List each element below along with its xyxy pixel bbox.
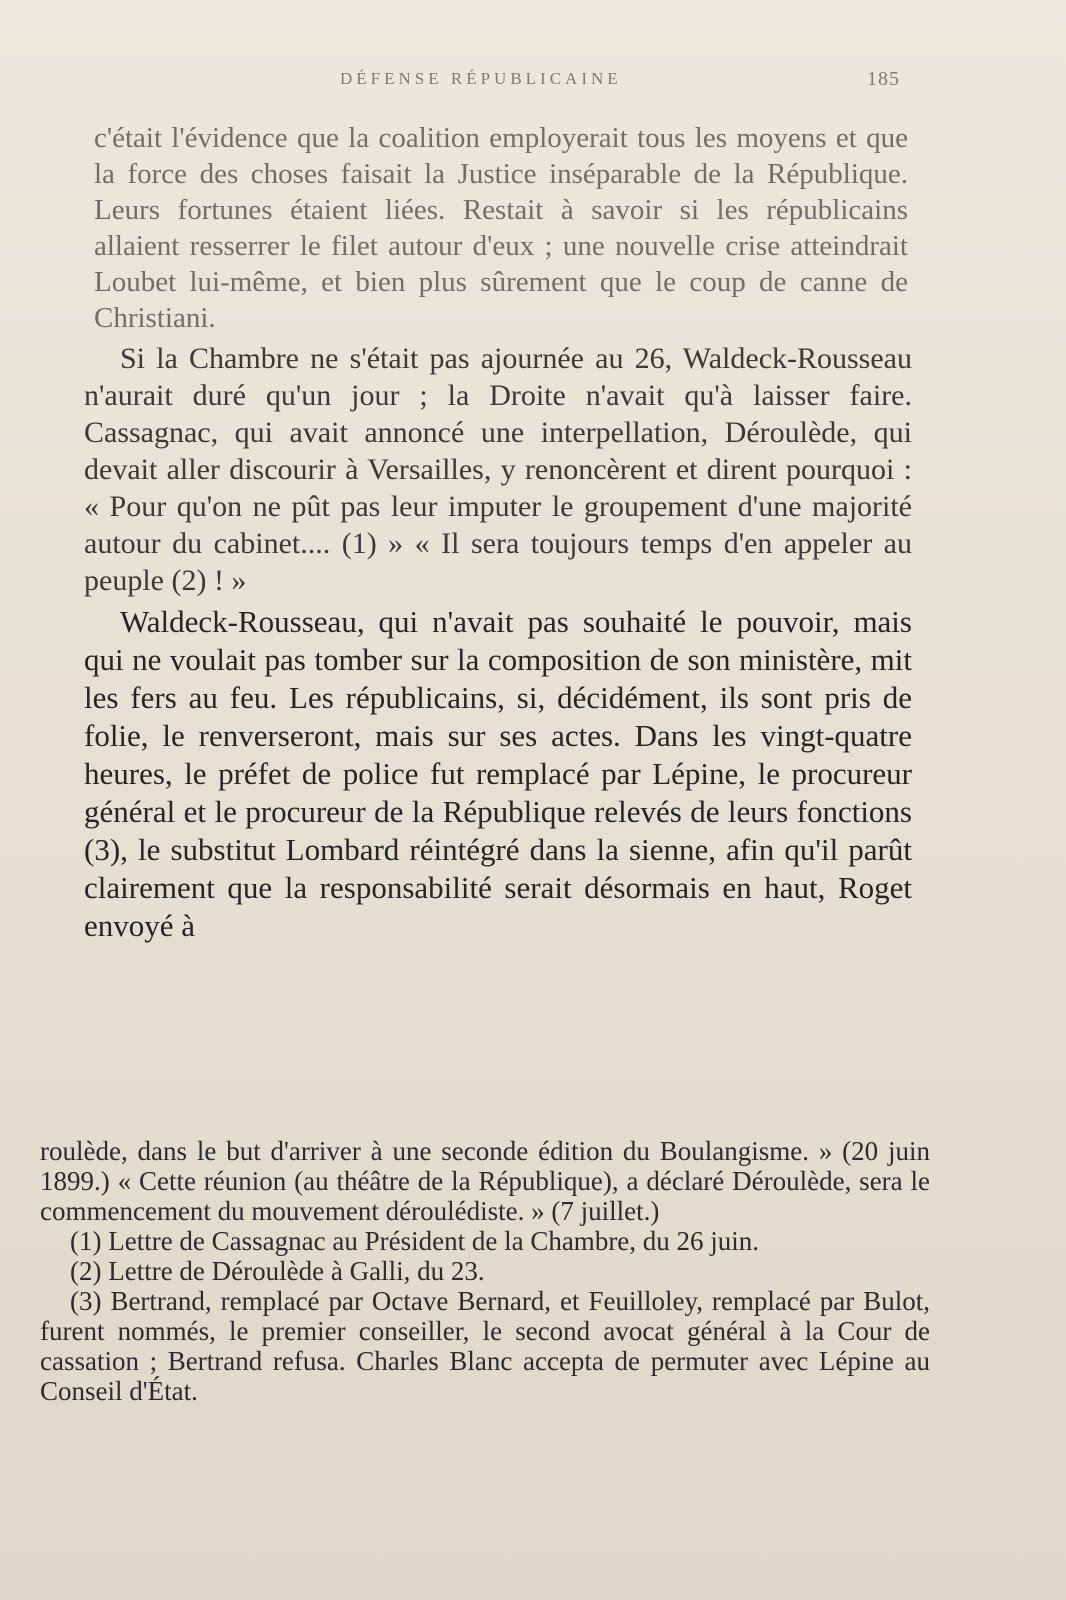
footnote-3: (3) Bertrand, remplacé par Octave Bernard, et Feuilloley, remplacé par Bulot, furent nommés, le premier conseiller, le second avocat général à la Cour de cassation ; Bertrand refusa. Charles Blanc accepta de permuter avec Lépine au Conseil d'État. (40, 1286, 930, 1406)
page-number: 185 (867, 67, 900, 90)
running-title: DÉFENSE RÉPUBLICAINE (340, 69, 622, 88)
paragraph-3: Waldeck-Rousseau, qui n'avait pas souhaité le pouvoir, mais qui ne voulait pas tomber sur la composition de son ministère, mit les fers au feu. Les républicains, si, décidément, ils sont pris de folie, le renverseront, mais sur ses actes. Dans les vingt-quatre heures, le préfet de police fut remplacé par Lépine, le procureur général et le procureur de la République relevés de leurs fonctions (3), le substitut Lombard réintégré dans la sienne, afin qu'il parût clairement que la responsabilité serait désormais en haut, Roget envoyé à (84, 604, 912, 943)
footnote-2: (2) Lettre de Déroulède à Galli, du 23. (70, 1256, 485, 1286)
paragraph-1: c'était l'évidence que la coalition employerait tous les moyens et que la force des choses faisait la Justice inséparable de la République. Leurs fortunes étaient liées. Restait à savoir si les républicains allaient resserrer le filet autour d'eux ; une nouvelle crise atteindrait Loubet lui-même, et bien plus sûrement que le coup de canne de Christiani. (94, 122, 908, 334)
main-text (84, 120, 912, 945)
footnote-continuation: roulède, dans le but d'arriver à une seconde édition du Boulangisme. » (20 juin 1899.) « Cette réunion (au théâtre de la République), a déclaré Déroulède, sera le commencement du mouvement déroulédiste. » (7 juillet.) (40, 1136, 930, 1226)
paragraph-2: Si la Chambre ne s'était pas ajournée au 26, Waldeck-Rousseau n'aurait duré qu'un jour ; la Droite n'avait qu'à laisser faire. Cassagnac, qui avait annoncé une interpellation, Déroulède, qui devait aller discourir à Versailles, y renoncèrent et dirent pourquoi : « Pour qu'on ne pût pas leur imputer le groupement d'une majorité autour du cabinet.... (1) » « Il sera toujours temps d'en appeler au peuple (2) ! » (84, 342, 912, 597)
footnote-1: (1) Lettre de Cassagnac au Président de la Chambre, du 26 juin. (70, 1226, 760, 1256)
running-head (340, 64, 900, 94)
footnotes (40, 1136, 930, 1406)
